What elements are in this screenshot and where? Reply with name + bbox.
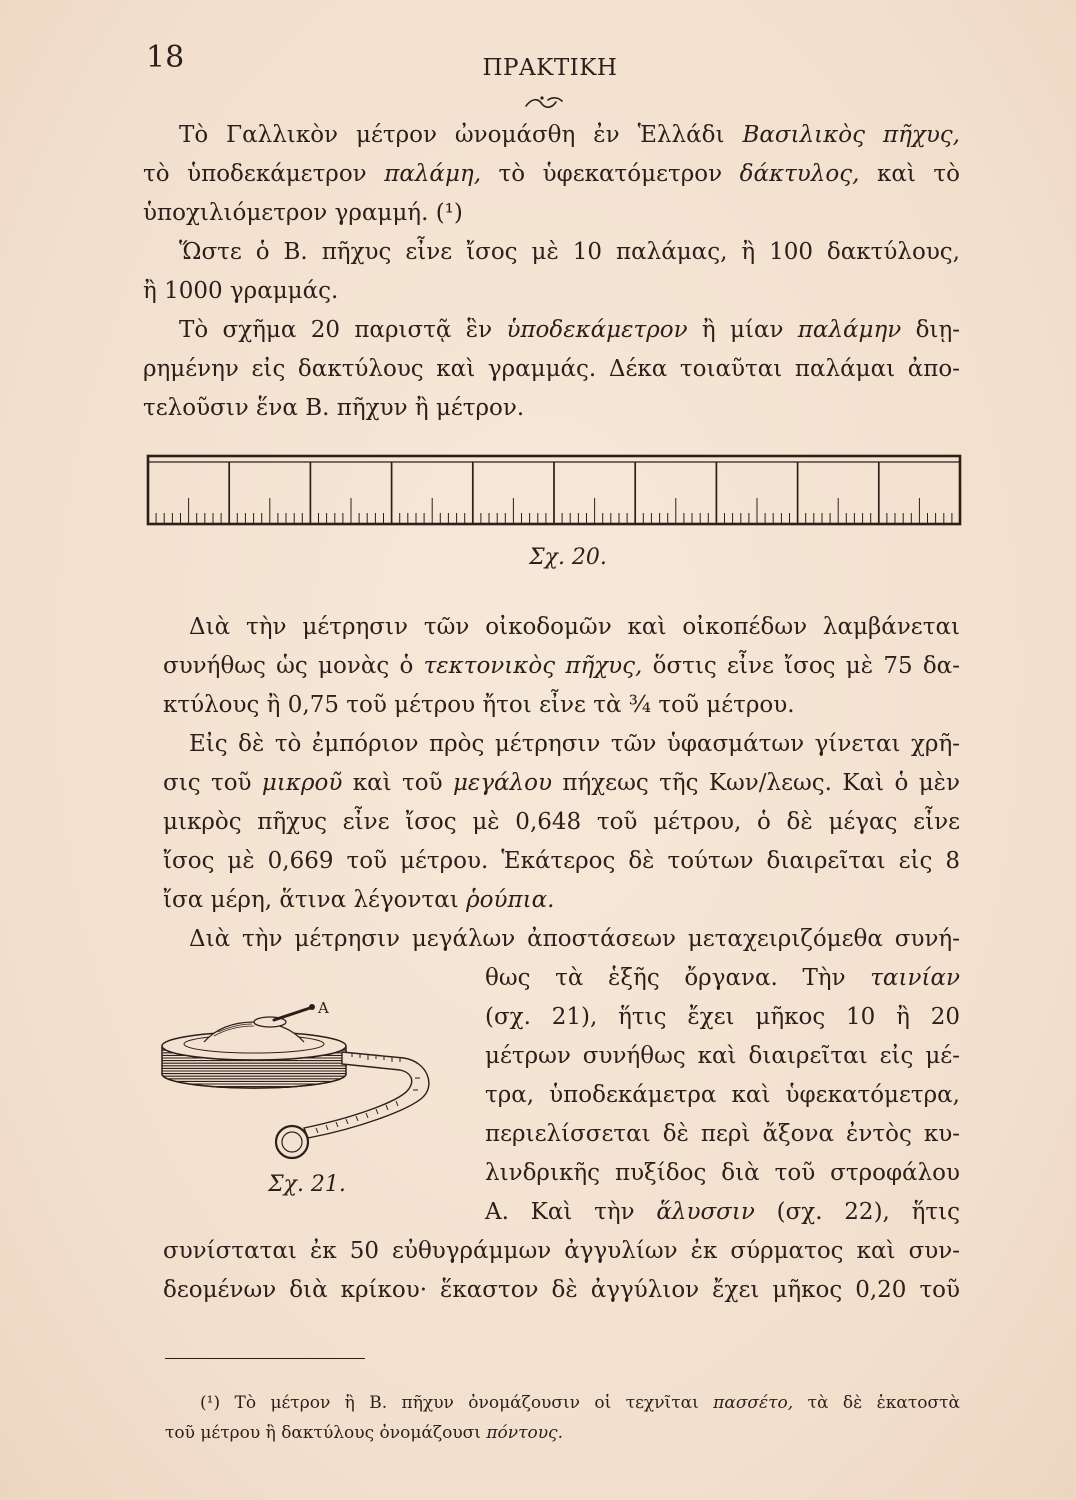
- text-run: διῃ-: [901, 317, 961, 343]
- text-line: [163, 647, 960, 686]
- running-title: ΠΡΑΚΤΙΚΗ: [482, 55, 618, 81]
- text-run: μέτρων συνήθως καὶ διαιρεῖται εἰς μέ-: [485, 1043, 960, 1069]
- text-line: [163, 842, 960, 881]
- text-run: συνίσταται ἐκ 50 εὐθυγράμμων ἀγγυλίων ἐκ σύρματος καὶ συν-: [163, 1238, 960, 1264]
- text-run: τὸ ὑφεκατόμετρον: [481, 161, 740, 187]
- text-run: συνήθως ὡς μονὰς ὁ: [163, 653, 424, 679]
- text-run: (¹) Τὸ μέτρον ἢ Β. πῆχυν ὀνομάζουσιν οἱ τεχνῖται: [200, 1393, 714, 1413]
- text-line: [179, 233, 960, 272]
- text-line: [485, 1037, 960, 1076]
- text-run: τρα, ὑποδεκάμετρα καὶ ὑφεκατόμετρα,: [485, 1082, 960, 1108]
- tape-case-lid: [204, 1022, 304, 1042]
- text-line: [485, 1076, 960, 1115]
- tape-end-ring-inner: [282, 1132, 302, 1152]
- crank-label: Α: [318, 999, 329, 1017]
- text-line: [163, 1271, 960, 1310]
- figure-21-measuring-tape: [152, 982, 452, 1172]
- text-block-lower: [163, 608, 960, 1310]
- italic-text-run: ῥούπια.: [466, 887, 555, 913]
- text-run: πήχεως τῆς Κων/λεως. Καὶ ὁ μὲν: [551, 770, 960, 796]
- italic-text-run: Βασιλικὸς πῆχυς,: [742, 122, 960, 148]
- text-run: δεομένων διὰ κρίκου· ἕκαστον δὲ ἀγγύλιον ἔχει μῆκος 0,20 τοῦ: [163, 1277, 960, 1303]
- text-run: μικρὸς πῆχυς εἶνε ἴσος μὲ 0,648 τοῦ μέτρου, ὁ δὲ μέγας εἶνε: [163, 809, 960, 835]
- text-run: καὶ τοῦ: [342, 770, 453, 796]
- text-run: ρημένην εἰς δακτύλους καὶ γραμμάς. Δέκα τοιαῦται παλάμαι ἀπο-: [143, 356, 960, 382]
- text-line: [143, 389, 960, 428]
- tape-end-ring: [276, 1126, 308, 1158]
- italic-text-run: ταινίαν: [870, 965, 960, 991]
- text-line: [189, 725, 960, 764]
- italic-text-run: ἅλυσσιν: [656, 1199, 755, 1225]
- text-run: τὰ δὲ ἑκατοστὰ: [793, 1393, 960, 1413]
- text-run: ὑποχιλιόμετρον γραμμή. (¹): [143, 200, 463, 226]
- text-line: [485, 1154, 960, 1193]
- text-line: [485, 1115, 960, 1154]
- text-line: [179, 116, 960, 155]
- footnote-line: [165, 1418, 960, 1448]
- text-run: σις τοῦ: [163, 770, 262, 796]
- italic-text-run: μικροῦ: [261, 770, 343, 796]
- text-line: [485, 1193, 960, 1232]
- text-line: [189, 608, 960, 647]
- footnote-line: [200, 1388, 960, 1418]
- text-run: τὸ ὑποδεκάμετρον: [143, 161, 385, 187]
- crank-handle: [274, 1008, 310, 1020]
- text-run: κτύλους ἢ 0,75 τοῦ μέτρου ἤτοι εἶνε τὰ ¾ τοῦ μέτρου.: [163, 692, 795, 718]
- italic-text-run: παλάμη,: [384, 161, 481, 187]
- text-run: Τὸ Γαλλικὸν μέτρον ὠνομάσθη ἐν Ἑλλάδι: [179, 122, 743, 148]
- figure-20-ruler: [140, 448, 968, 532]
- text-run: ἢ 1000 γραμμάς.: [143, 278, 339, 304]
- text-line: [485, 959, 960, 998]
- text-run: Διὰ τὴν μέτρησιν μεγάλων ἀποστάσεων μεταχειριζόμεθα συνή-: [189, 926, 960, 952]
- text-run: ἴσα μέρη, ἅτινα λέγονται: [163, 887, 467, 913]
- text-run: τοῦ μέτρου ἢ δακτύλους ὀνομάζουσι: [165, 1423, 487, 1443]
- text-run: Α. Καὶ τὴν: [485, 1199, 657, 1225]
- text-line: [485, 998, 960, 1037]
- text-line: [163, 881, 960, 920]
- text-line: [143, 272, 960, 311]
- text-run: ἢ μίαν: [687, 317, 798, 343]
- italic-text-run: ὑποδεκάμετρον: [506, 317, 688, 343]
- text-line: [163, 803, 960, 842]
- text-line: [143, 155, 960, 194]
- italic-text-run: δάκτυλος,: [739, 161, 860, 187]
- italic-text-run: τεκτονικὸς πῆχυς,: [423, 653, 643, 679]
- text-line: [143, 350, 960, 389]
- crank-grip: [309, 1004, 315, 1010]
- text-line: [179, 311, 960, 350]
- text-run: Τὸ σχῆμα 20 παριστᾷ ἓν: [179, 317, 507, 343]
- text-run: Διὰ τὴν μέτρησιν τῶν οἰκοδομῶν καὶ οἰκοπέδων λαμβάνεται: [189, 614, 960, 640]
- text-run: τελοῦσιν ἕνα Β. πῆχυν ἢ μέτρον.: [143, 395, 525, 421]
- text-line: [163, 764, 960, 803]
- italic-text-run: μεγάλου: [452, 770, 552, 796]
- text-run: περιελίσσεται δὲ περὶ ἄξονα ἐντὸς κυ-: [485, 1121, 960, 1147]
- figure-21-caption: Σχ. 21.: [268, 1172, 346, 1197]
- italic-text-run: παλάμην: [797, 317, 902, 343]
- text-run: καὶ τὸ: [859, 161, 960, 187]
- footnote-rule: [165, 1358, 365, 1359]
- text-run: (σχ. 21), ἥτις ἔχει μῆκος 10 ἢ 20: [485, 1004, 960, 1030]
- text-run: θως τὰ ἑξῆς ὄργανα. Τὴν: [485, 965, 871, 991]
- italic-text-run: πασσέτο,: [713, 1393, 794, 1413]
- text-run: ὅστις εἶνε ἴσος μὲ 75 δα-: [642, 653, 960, 679]
- figure-20-caption: Σχ. 20.: [529, 545, 607, 570]
- header-ornament-icon: [522, 94, 566, 112]
- page-number: 18: [146, 40, 185, 75]
- text-line: [163, 1232, 960, 1271]
- text-line: [189, 920, 960, 959]
- text-line: [163, 686, 960, 725]
- text-run: ἴσος μὲ 0,669 τοῦ μέτρου. Ἑκάτερος δὲ τούτων διαιρεῖται εἰς 8: [163, 848, 960, 874]
- text-line: [143, 194, 960, 233]
- text-run: (σχ. 22), ἥτις: [754, 1199, 961, 1225]
- text-run: λινδρικῆς πυξίδος διὰ τοῦ στροφάλου: [485, 1160, 960, 1186]
- footnote: [165, 1388, 960, 1448]
- italic-text-run: πόντους.: [486, 1423, 563, 1443]
- text-block-upper: [143, 116, 960, 428]
- text-run: Ὥστε ὁ Β. πῆχυς εἶνε ἴσος μὲ 10 παλάμας, ἢ 100 δακτύλους,: [179, 239, 960, 265]
- text-run: Εἰς δὲ τὸ ἐμπόριον πρὸς μέτρησιν τῶν ὑφασμάτων γίνεται χρῆ-: [189, 731, 960, 757]
